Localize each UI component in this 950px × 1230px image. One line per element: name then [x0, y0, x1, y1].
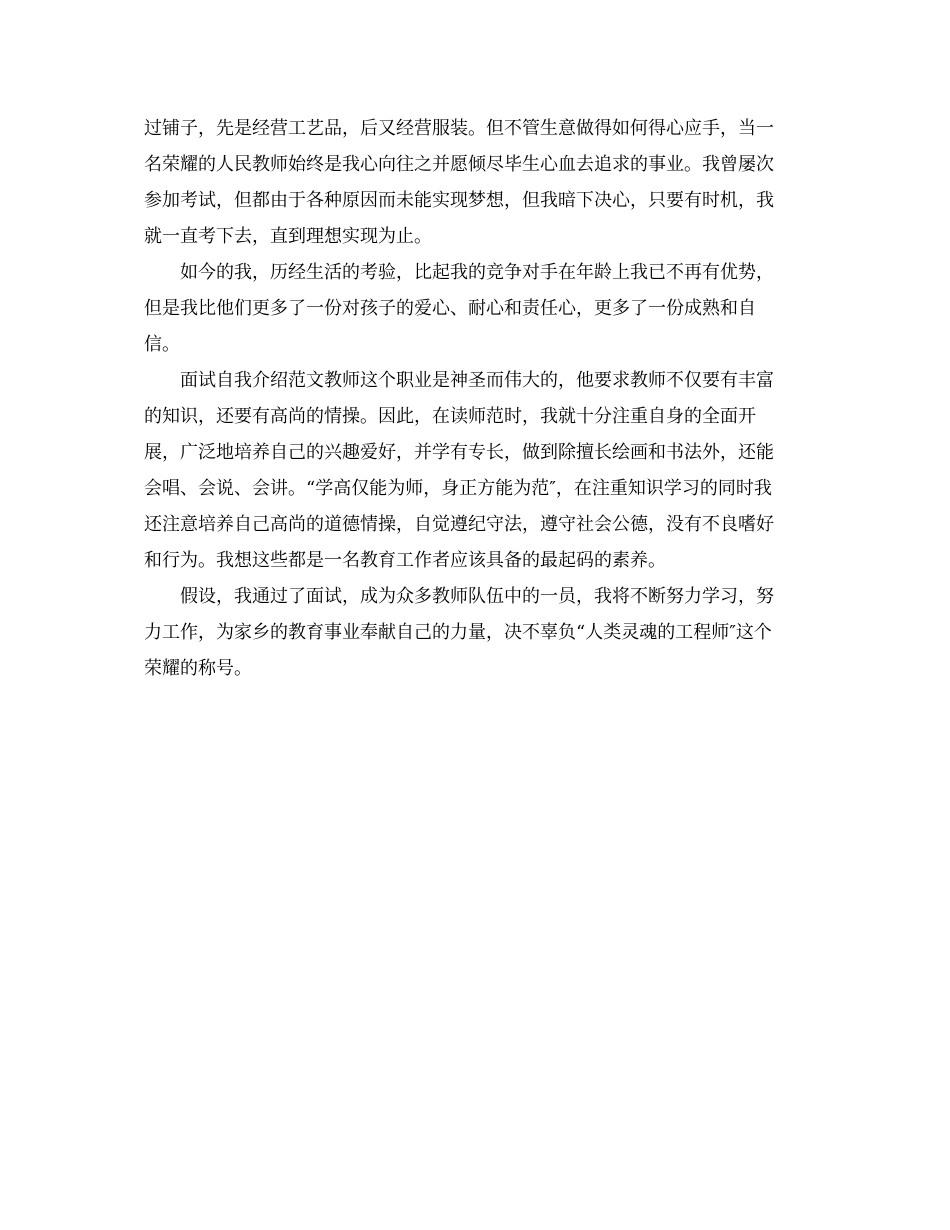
paragraph-line: 面试自我介绍范文教师这个职业是神圣而伟大的，他要求教师不仅要有丰富	[180, 370, 774, 391]
paragraph-line: 会唱、会说、会讲。“学高仅能为师，身正方能为范″，在注重知识学习的同时我	[144, 478, 772, 499]
paragraph-line: 但是我比他们更多了一份对孩子的爱心、耐心和责任心，更多了一份成熟和自	[144, 298, 756, 319]
paragraph-line: 展，广泛地培养自己的兴趣爱好，并学有专长，做到除擅长绘画和书法外，还能	[144, 442, 774, 463]
paragraph-line: 就一直考下去，直到理想实现为止。	[144, 226, 432, 247]
paragraph-4	[144, 579, 808, 687]
paragraph-line: 和行为。我想这些都是一名教育工作者应该具备的最起码的素养。	[144, 550, 666, 571]
document-body	[144, 111, 808, 687]
paragraph-2	[144, 255, 808, 363]
paragraph-line: 如今的我，历经生活的考验，比起我的竞争对手在年龄上我已不再有优势，	[180, 262, 774, 283]
paragraph-line: 信。	[144, 334, 180, 355]
paragraph-line: 参加考试，但都由于各种原因而未能实现梦想，但我暗下决心，只要有时机，我	[144, 190, 774, 211]
paragraph-line: 过铺子，先是经营工艺品，后又经营服装。但不管生意做得如何得心应手，当一	[144, 118, 774, 139]
paragraph-line: 荣耀的称号。	[144, 658, 252, 679]
paragraph-1	[144, 111, 808, 255]
paragraph-line: 假设，我通过了面试，成为众多教师队伍中的一员，我将不断努力学习，努	[180, 586, 774, 607]
paragraph-3	[144, 363, 808, 579]
paragraph-line: 的知识，还要有高尚的情操。因此，在读师范时，我就十分注重自身的全面开	[144, 406, 756, 427]
paragraph-line: 名荣耀的人民教师始终是我心向往之并愿倾尽毕生心血去追求的事业。我曾屡次	[144, 154, 774, 175]
paragraph-line: 还注意培养自己高尚的道德情操，自觉遵纪守法，遵守社会公德，没有不良嗜好	[144, 514, 774, 535]
paragraph-line: 力工作，为家乡的教育事业奉献自己的力量，决不辜负“人类灵魂的工程师″这个	[144, 622, 772, 643]
